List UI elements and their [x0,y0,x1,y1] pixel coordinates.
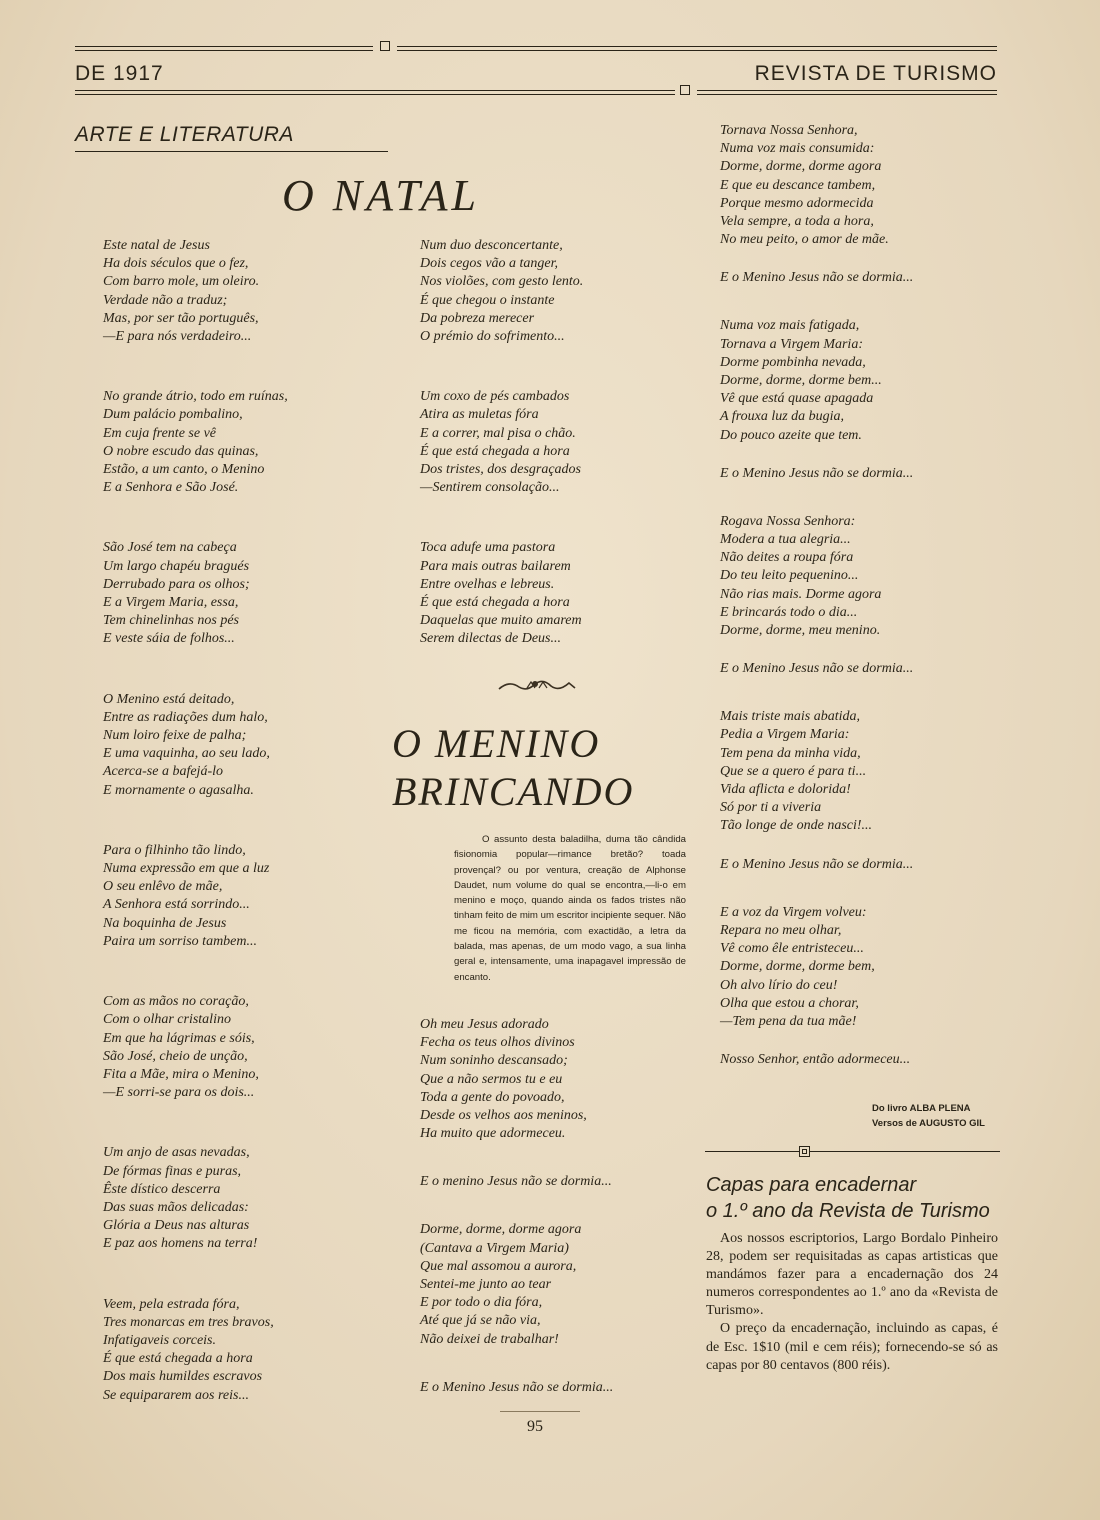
verse-line: Na boquinha de Jesus [103,915,227,931]
refrain [720,269,1000,287]
verse-line: O Menino está deitado, [103,691,235,707]
verse-line: (Cantava a Virgem Maria) [420,1240,569,1256]
verse-line: No grande átrio, todo em ruínas, [103,389,288,405]
verse-line: Entre ovelhas e lebreus. [420,576,555,592]
notice-divider [705,1151,1000,1152]
verse-line: E a Virgem Maria, essa, [103,595,239,611]
verse-line: Estão, a um canto, o Menino [103,462,265,478]
verse-line: Numa voz mais consumida: [720,141,875,157]
poem-title-menino-brincando [392,720,634,816]
verse-line: Daquelas que muito amarem [420,613,582,629]
verse-line: Se equipararem aos reis... [103,1387,249,1403]
verse-line: Dorme, dorme, dorme bem, [720,959,875,975]
verse-line: Da pobreza merecer [420,310,535,326]
verse-line: Oh meu Jesus adorado [420,1017,549,1032]
verse-line: Em que ha lágrimas e sóis, [103,1030,255,1046]
verse-line: Acerca-se a bafejá-lo [103,764,223,780]
verse-line: —Sentirem consolação... [420,480,560,496]
stanza [720,513,1000,640]
verse-line: E uma vaquinha, ao seu lado, [103,746,270,762]
verse-line: Tornava Nossa Senhora, [720,123,858,138]
verse-line: Sentei-me junto ao tear [420,1277,552,1293]
verse-line: Um anjo de asas nevadas, [103,1145,250,1161]
verse-line: Só por ti a viveria [720,800,822,816]
refrain [420,1379,670,1397]
verse-line: Dorme, dorme, meu menino. [720,623,881,639]
menino-column-2 [420,1016,670,1397]
stanza [720,317,1000,444]
page-number-rule [500,1411,580,1412]
verse-line: O seu enlêvo de mãe, [103,879,223,895]
section-underline [75,151,388,152]
verse-line: Dos mais humildes escravos [103,1369,263,1385]
stanza [420,1016,670,1143]
stanza [720,904,1000,1031]
refrain-line: E o Menino Jesus não se dormia... [420,1379,614,1395]
verse-line: Dois cegos vão a tanger, [420,256,559,272]
notice-title-line-1: Capas para encadernar [706,1174,917,1196]
verse-line: E brincarás todo o dia... [720,604,858,620]
verse-line: Toca adufe uma pastora [420,540,556,556]
natal-column-1 [103,237,373,1405]
refrain-line: E o Menino Jesus não se dormia... [720,661,914,677]
verse-line: Com barro mole, um oleiro. [103,274,260,290]
verse-line: Infatigaveis corceis. [103,1332,217,1348]
refrain-line: E o Menino Jesus não se dormia... [720,856,914,872]
verse-line: E mornamente o agasalha. [103,782,254,798]
verse-line: Dum palácio pombalino, [103,407,243,423]
stanza [720,122,1000,249]
verse-line: Oh alvo lírio do ceu! [720,977,838,993]
verse-line: E a voz da Virgem volveu: [720,904,867,920]
verse-line: Das suas mãos delicadas: [103,1199,249,1215]
page-number: 95 [527,1418,543,1435]
verse-line: Vela sempre, a toda a hora, [720,214,874,230]
verse-line: Num soninho descansado; [420,1053,568,1069]
verse-line: Num loiro feixe de palha; [103,728,247,744]
verse-line: O prémio do sofrimento... [420,329,565,345]
verse-line: Entre as radiações dum halo, [103,709,268,725]
verse-line: E a Senhora e São José. [103,480,239,496]
stanza [420,237,670,346]
stanza [103,539,373,648]
verse-line: Mais triste mais abatida, [720,709,861,725]
notice-paragraph-1: Aos nossos escriptorios, Largo Bordalo Pinheiro 28, podem ser requisitadas as capas artisticas que mandámos fazer para a encadernação dos 24 numeros correspondentes ao 1.º ano da «Revista de Turismo». [706,1231,998,1319]
refrain [420,1173,670,1191]
verse-line: É que chegou o instante [420,292,555,308]
verse-line: Dorme, dorme, dorme bem... [720,373,882,389]
verse-line: E a correr, mal pisa o chão. [420,425,576,441]
verse-line: Vê que está quase apagada [720,391,874,407]
verse-line: Não rias mais. Dorme agora [720,586,882,602]
stanza [103,993,373,1102]
verse-line: E paz aos homens na terra! [103,1236,258,1252]
verse-line: Do teu leito pequenino... [720,568,859,584]
verse-line: A frouxa luz da bugia, [720,409,845,425]
verse-line: Tornava a Virgem Maria: [720,336,863,352]
refrain [720,465,1000,483]
stanza [103,1296,373,1405]
verse-line: Do pouco azeite que tem. [720,427,862,443]
verse-line: Este natal de Jesus [103,238,210,253]
verse-line: Pedia a Virgem Maria: [720,727,850,743]
verse-line: Que mal assomou a aurora, [420,1258,577,1274]
stanza [103,691,373,800]
verse-line: Para mais outras bailarem [420,558,571,574]
stanza [103,1144,373,1253]
verse-line: Porque mesmo adormecida [720,195,874,211]
stanza [420,1221,670,1348]
verse-line: E veste sáia de folhos... [103,631,235,647]
verse-line: Ha muito que adormeceu. [420,1126,566,1142]
verse-line: Atira as muletas fóra [420,407,539,423]
verse-line: Dorme, dorme, dorme agora [720,159,882,175]
stanza [103,388,373,497]
ornament-icon [497,676,577,702]
verse-line: Com as mãos no coração, [103,994,249,1010]
divider-box-icon [799,1146,810,1157]
notice-title-line-2: o 1.º ano da Revista de Turismo [706,1200,990,1222]
verse-line: —E para nós verdadeiro... [103,329,252,345]
notice-paragraph-2: O preço da encadernação, incluindo as capas, é de Esc. 1$10 (mil e cem réis); fornecendo-se só as capas por 80 centavos (800 réis). [706,1321,998,1373]
verse-line: Que a não sermos tu e eu [420,1071,563,1087]
verse-line: Um largo chapéu bragués [103,558,250,574]
verse-line: A Senhora está sorrindo... [103,897,250,913]
verse-line: No meu peito, o amor de mãe. [720,232,889,248]
verse-line: Toda a gente do povoado, [420,1089,565,1105]
natal-column-2 [420,237,670,649]
verse-line: Não deites a roupa fóra [720,550,854,566]
verse-line: Olha que estou a chorar, [720,995,859,1011]
verse-line: Fita a Mãe, mira o Menino, [103,1066,259,1082]
header-magazine-name: REVISTA DE TURISMO [754,62,997,85]
verse-line: São José, cheio de unção, [103,1048,248,1064]
stanza [720,708,1000,835]
verse-line: Glória a Deus nas alturas [103,1218,250,1234]
stanza [420,388,670,497]
verse-line: Desde os velhos aos meninos, [420,1108,587,1124]
verse-line: Em cuja frente se vê [103,425,216,441]
verse-line: Dos tristes, dos desgraçados [420,462,582,478]
verse-line: —Tem pena da tua mãe! [720,1013,857,1029]
verse-line: Êste dístico descerra [103,1181,221,1197]
verse-line: Num duo desconcertante, [420,238,563,253]
verse-line: Vê como êle entristeceu... [720,941,864,957]
notice-title [706,1172,1006,1224]
section-title: ARTE E LITERATURA [75,123,294,146]
stanza [103,842,373,951]
verse-line: Não deixei de trabalhar! [420,1331,559,1347]
verse-line: O nobre escudo das quinas, [103,443,259,459]
refrain [720,1051,1000,1069]
verse-line: Nos violões, com gesto lento. [420,274,584,290]
verse-line: Dorme, dorme, dorme agora [420,1222,582,1238]
verse-line: Até que já se não via, [420,1313,541,1329]
refrain [720,660,1000,678]
verse-line: Paira um sorriso tambem... [103,933,258,949]
poem-title-line-1: O MENINO [392,721,601,766]
refrain [720,856,1000,874]
verse-line: É que está chegada a hora [420,595,570,611]
verse-line: Tem chinelinhas nos pés [103,613,239,629]
verse-line: É que está chegada a hora [103,1351,253,1367]
verse-line: Dorme pombinha nevada, [720,354,866,370]
poem-title-line-2: BRINCANDO [392,769,635,814]
verse-line: Fecha os teus olhos divinos [420,1035,575,1051]
credit-author: Versos de AUGUSTO GIL [872,1118,985,1129]
verse-line: Vida aflicta e dolorida! [720,782,851,798]
refrain-line: E o Menino Jesus não se dormia... [720,270,914,286]
verse-line: —E sorri-se para os dois... [103,1085,255,1101]
notice-body [706,1230,998,1375]
refrain-line: Nosso Senhor, então adormeceu... [720,1052,911,1068]
verse-line: Verdade não a traduz; [103,292,228,308]
verse-line: Numa expressão em que a luz [103,861,270,877]
verse-line: Ha dois séculos que o fez, [103,256,249,272]
poem-title-natal: O NATAL [282,171,480,220]
header-date: DE 1917 [75,62,164,85]
menino-column-3 [720,122,1000,1069]
verse-line: Que se a quero é para ti... [720,763,867,779]
verse-line: Numa voz mais fatigada, [720,318,860,334]
verse-line: Veem, pela estrada fóra, [103,1296,240,1312]
stanza [420,539,670,648]
verse-line: Modera a tua alegria... [720,532,851,548]
verse-line: É que está chegada a hora [420,443,570,459]
verse-line: Serem dilectas de Deus... [420,631,561,647]
verse-line: São José tem na cabeça [103,540,237,556]
verse-line: Tem pena da minha vida, [720,745,861,761]
credit-book: Do livro ALBA PLENA [872,1103,971,1114]
refrain-line: E o menino Jesus não se dormia... [420,1174,612,1190]
verse-line: Repara no meu olhar, [720,922,842,938]
verse-line: Com o olhar cristalino [103,1012,231,1028]
verse-line: De fórmas finas e puras, [103,1163,242,1179]
stanza [103,237,373,346]
verse-line: Mas, por ser tão português, [103,310,259,326]
intro-paragraph: O assunto desta baladilha, duma tão cândida fisionomia popular—rimance bretão? toada provençal? ou por ventura, creação de Alphonse Daudet, num volume do qual se encontra,—li-o em menino e moço, quando ainda os fados tristes não tinham feito de mim um escritor incipiente sequer. Não me ficou na memória, com exactidão, a letra da balada, mas apenas, de um modo vago, a sua linha geral e, intensamente, uma inapagavel impressão de encanto. [454,834,686,983]
refrain-line: E o Menino Jesus não se dormia... [720,465,914,481]
verse-line: Um coxo de pés cambados [420,389,570,405]
verse-line: Derrubado para os olhos; [103,576,250,592]
poem-credit [872,1101,985,1131]
verse-line: Tão longe de onde nasci!... [720,818,873,834]
verse-line: Rogava Nossa Senhora: [720,513,856,529]
verse-line: Para o filhinho tão lindo, [103,842,246,858]
verse-line: Tres monarcas em tres bravos, [103,1314,274,1330]
verse-line: E por todo o dia fóra, [420,1295,543,1311]
verse-line: E que eu descance tambem, [720,177,876,193]
